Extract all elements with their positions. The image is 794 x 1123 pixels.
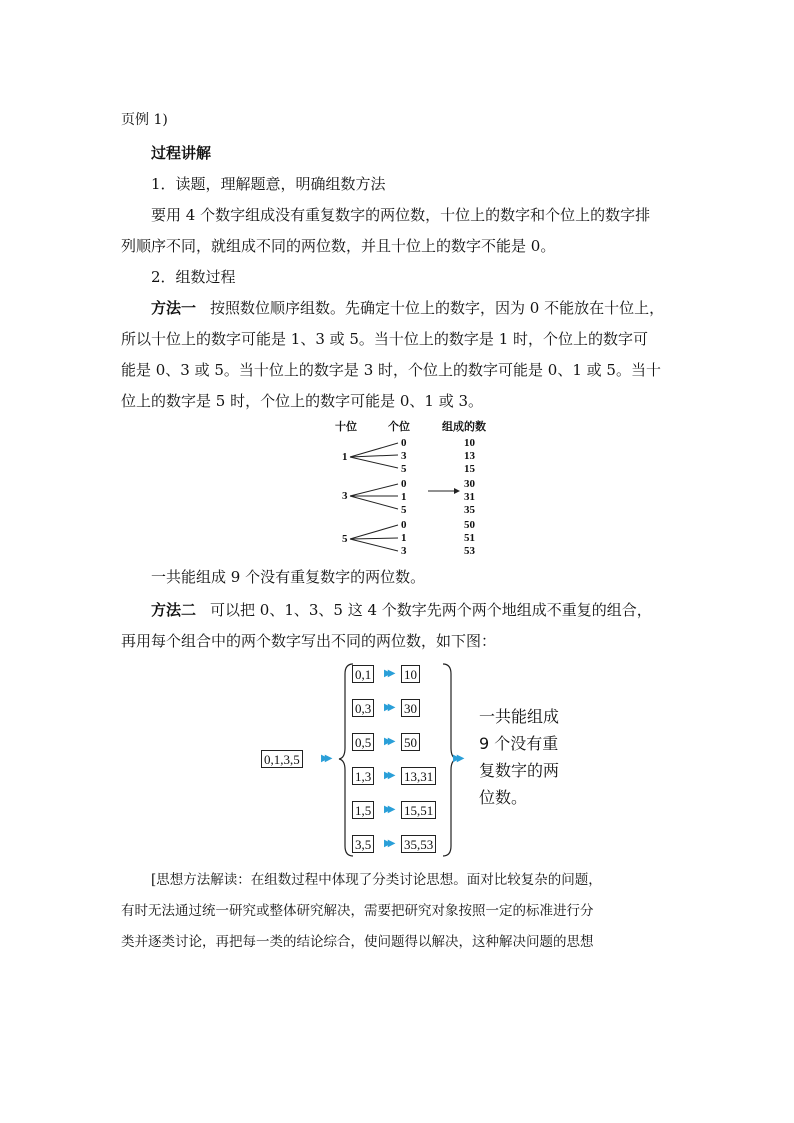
method2-paragraph-line: 再用每个组合中的两个数字写出不同的两位数，如下图： [121, 632, 497, 650]
tree-branch-line [350, 457, 398, 468]
tree-result-number: 15 [464, 463, 475, 475]
section-title: 过程讲解 [151, 144, 212, 162]
method1-paragraph-line [151, 298, 664, 318]
double-arrow-icon: ▶▶ [384, 702, 392, 713]
pair-box: 0,3 [352, 699, 374, 717]
tree-ones-digit: 1 [401, 532, 407, 544]
double-arrow-icon: ▶▶ [453, 753, 461, 764]
pair-box: 0,5 [352, 733, 374, 751]
tree-ones-digit: 5 [401, 504, 407, 516]
conclusion-line: 一共能组成 [479, 707, 560, 726]
step2-heading: 2．组数过程 [151, 268, 236, 286]
tree-branch-line [350, 525, 398, 539]
tree-result-number: 31 [464, 491, 475, 503]
pair-box: 1,5 [352, 801, 374, 819]
left-brace [339, 664, 353, 856]
pair-box: 0,1 [352, 665, 374, 683]
tree-branch-line [350, 538, 398, 539]
tree-result-number: 13 [464, 450, 475, 462]
numbers-box: 15,51 [401, 801, 436, 819]
method1-text: 按照数位顺序组数。先确定十位上的数字，因为 0 不能放在十位上， [210, 299, 665, 317]
step1-paragraph-line: 要用 4 个数字组成没有重复数字的两位数，十位上的数字和个位上的数字排 [151, 206, 651, 224]
tree-arrow-head [454, 488, 460, 494]
tree-ones-digit: 0 [401, 478, 407, 490]
method1-label: 方法一 [151, 299, 197, 317]
tree-header-tens: 十位 [335, 421, 357, 433]
numbers-box: 10 [401, 665, 420, 683]
method1-summary: 一共能组成 9 个没有重复数字的两位数。 [151, 568, 426, 586]
method-note-line: [思想方法解读：在组数过程中体现了分类讨论思想。面对比较复杂的问题， [151, 872, 602, 888]
tree-result-number: 30 [464, 478, 475, 490]
method-note-line: 有时无法通过统一研究或整体研究解决，需要把研究对象按照一定的标准进行分 [121, 903, 594, 919]
tree-ones-digit: 1 [401, 491, 407, 503]
tree-diagram [330, 415, 510, 563]
tree-branches [330, 415, 510, 563]
step1-paragraph-line: 列顺序不同，就组成不同的两位数，并且十位上的数字不能是 0。 [121, 237, 556, 255]
step1-heading: 1．读题，理解题意，明确组数方法 [151, 175, 386, 193]
tree-result-number: 50 [464, 519, 475, 531]
combination-diagram [255, 660, 585, 860]
tree-ones-digit: 0 [401, 519, 407, 531]
tree-branch-line [350, 484, 398, 496]
pair-box: 1,3 [352, 767, 374, 785]
double-arrow-icon: ▶▶ [384, 736, 392, 747]
numbers-box: 35,53 [401, 835, 436, 853]
tree-header-result: 组成的数 [442, 421, 486, 433]
tree-result-number: 35 [464, 504, 475, 516]
tree-tens-digit: 3 [342, 490, 348, 502]
tree-result-number: 51 [464, 532, 475, 544]
double-arrow-icon: ▶▶ [384, 668, 392, 679]
page-reference: 页例 1) [121, 112, 168, 128]
tree-result-number: 53 [464, 545, 475, 557]
conclusion-line: 复数字的两 [479, 761, 560, 780]
conclusion-line: 位数。 [479, 788, 528, 807]
pair-box: 3,5 [352, 835, 374, 853]
method-note-line: 类并逐类讨论，再把每一类的结论综合，使问题得以解决，这种解决问题的思想 [121, 934, 594, 950]
method2-text: 可以把 0、1、3、5 这 4 个数字先两个两个地组成不重复的组合， [210, 601, 652, 619]
tree-ones-digit: 0 [401, 437, 407, 449]
source-digits-box: 0,1,3,5 [261, 750, 303, 768]
method2-label: 方法二 [151, 601, 197, 619]
method2-paragraph-line [151, 600, 652, 620]
tree-ones-digit: 5 [401, 463, 407, 475]
numbers-box: 13,31 [401, 767, 436, 785]
tree-branch-line [350, 496, 398, 509]
double-arrow-icon: ▶▶ [384, 838, 392, 849]
tree-header-ones: 个位 [388, 421, 410, 433]
method1-paragraph-line: 所以十位上的数字可能是 1、3 或 5。当十位上的数字是 1 时，个位上的数字可 [121, 330, 649, 348]
numbers-box: 30 [401, 699, 420, 717]
numbers-box: 50 [401, 733, 420, 751]
double-arrow-icon: ▶▶ [321, 753, 329, 764]
tree-ones-digit: 3 [401, 450, 407, 462]
tree-branch-line [350, 539, 398, 551]
method1-paragraph-line: 位上的数字是 5 时，个位上的数字可能是 0、1 或 3。 [121, 392, 484, 410]
tree-result-number: 10 [464, 437, 475, 449]
method1-paragraph-line: 能是 0、3 或 5。当十位上的数字是 3 时，个位上的数字可能是 0、1 或 5。当十 [121, 361, 661, 379]
conclusion-line: 9 个没有重 [479, 734, 559, 753]
double-arrow-icon: ▶▶ [384, 770, 392, 781]
double-arrow-icon: ▶▶ [384, 804, 392, 815]
tree-ones-digit: 3 [401, 545, 407, 557]
tree-tens-digit: 5 [342, 533, 348, 545]
tree-tens-digit: 1 [342, 451, 348, 463]
